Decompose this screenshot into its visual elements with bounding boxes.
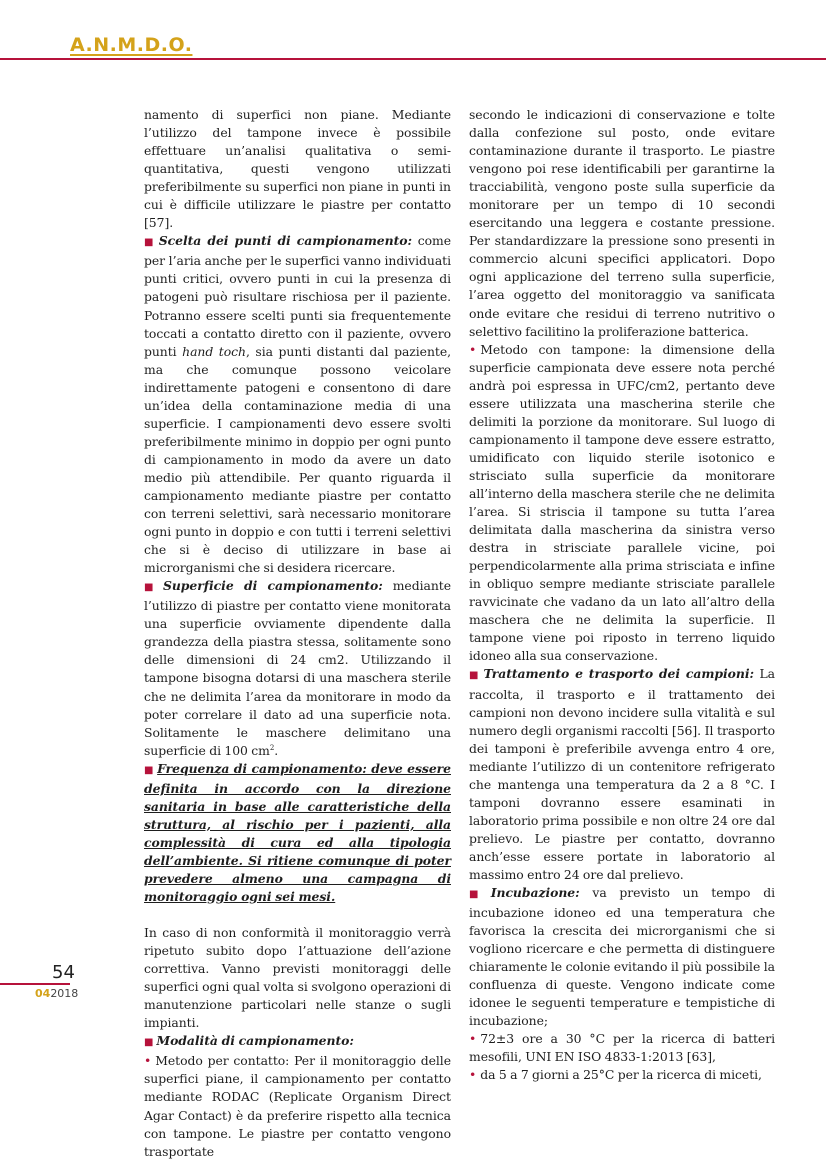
- dot-bullet-icon: •: [144, 1053, 152, 1069]
- section-sampling-surface: [144, 577, 451, 759]
- bullet-item: [144, 1052, 451, 1160]
- square-bullet-icon: ■: [469, 670, 481, 682]
- square-bullet-icon: ■: [469, 889, 488, 901]
- journal-logo: A.N.M.D.O.: [70, 34, 193, 56]
- section-sampling-modes: [144, 1032, 451, 1052]
- square-bullet-icon: ■: [144, 237, 156, 249]
- section-title: Scelta dei punti di campionamento:: [158, 233, 413, 249]
- section-text: La raccolta, il trasporto e il trattamento dei campioni non devono incidere sulla vitalità e sul numero degli organismi raccolti [56]. Il trasporto dei tamponi è preferibile avvenga entro 4 ore, mediante l’utilizzo di un contenitore refrigerato che mantenga una temperatura da 2 a 8 °C. I tamponi dovranno essere esaminati in laboratorio prima possibile e non oltre 24 ore dal prelievo. Le piastre per contatto, dovranno anch’esse essere portate in laboratorio al massimo entro 24 ore dal prelievo.: [469, 666, 775, 882]
- section-title: Incubazione:: [490, 885, 580, 901]
- bullet-text: Metodo con tampone: la dimensione della superficie campionata deve essere nota perché andrà poi espressa in UFC/cm2, pertanto deve essere utilizzata una mascherina sterile che delimiti la porzione da monitorare. Sul luogo di campionamento il tampone deve essere estratto, umidificato con liquido sterile isotonico e strisciato sulla superficie da monitorare all’interno della maschera sterile che ne delimita l’area. Si striscia il tampone su tutta l’area delimitata dalla mascherina da sinistra verso destra in strisciate parallele vicine, poi perpendicolarmente alla prima strisciata e infine in obliquo sempre mediante strisciate parallele ravvicinate che vadano da un lato all’altro della maschera che ne delimita la superficie. Il tampone viene poi riposto in terreno liquido idoneo alla sua conservazione.: [469, 341, 775, 664]
- section-sample-handling: [469, 665, 775, 884]
- issue-year: 2018: [50, 987, 79, 1000]
- square-bullet-icon: ■: [144, 1037, 154, 1049]
- left-column: [144, 106, 451, 1161]
- section-sampling-frequency: [144, 760, 451, 906]
- section-text: va previsto un tempo di incubazione idoneo ed una temperatura che favorisca la crescita dei microrganismi che si vogliono ricercare e che permetta di distinguere chiaramente le colonie evitando il più possibile la confluenza di queste. Vengono indicate come idonee le seguenti temperature e tempistiche di incubazione;: [469, 885, 775, 1029]
- footer-rule: [0, 983, 70, 985]
- paragraph: secondo le indicazioni di conservazione e tolte dalla confezione sul posto, onde evitare contaminazione durante il trasporto. Le piastre vengono poi rese identificabili per garantirne la tracciabilità, vengono poste sulla superficie da monitorare per un tempo di 10 secondi esercitando una leggera e costante pressione. Per standardizzare la pressione sono presenti in commercio alcuni specifici applicatori. Dopo ogni applicazione del terreno sulla superficie, l’area oggetto del monitoraggio va sanificata onde evitare che residui di terreno nutritivo o selettivo facilitino la proliferazione batterica.: [469, 107, 775, 339]
- dot-bullet-icon: •: [469, 341, 477, 357]
- section-incubation: [469, 884, 775, 1030]
- dot-bullet-icon: •: [469, 1031, 477, 1047]
- square-bullet-icon: ■: [144, 582, 160, 594]
- bullet-item: [469, 1030, 775, 1066]
- issue-number: 04: [35, 987, 51, 1000]
- italic-term: hand toch: [182, 343, 246, 359]
- section-title: Superficie di campionamento:: [162, 578, 383, 594]
- section-text: mediante l’utilizzo di piastre per contatto viene monitorata una superficie ovviamente dipendente dalla grandezza della piastra stessa, solitamente sono delle dimensioni di 24 cm2. Utilizzando il tampone bisogna dotarsi di una maschera sterile che ne delimita l’area da monitorare in modo da poter correlare il dato ad una superficie nota. Solitamente le maschere delimitano una superficie di 100 cm: [144, 578, 451, 758]
- header-rule: [0, 58, 826, 60]
- bullet-text: da 5 a 7 giorni a 25°C per la ricerca di miceti,: [480, 1067, 762, 1083]
- bullet-item: [469, 1066, 775, 1084]
- dot-bullet-icon: •: [469, 1067, 477, 1083]
- page-number: 54: [52, 962, 75, 983]
- spacer: [144, 906, 451, 924]
- section-title: Frequenza di campionamento: deve essere definita in accordo con la direzione sanitaria in base alle caratteristiche della struttura, al rischio per i pazienti, alla complessità di cura ed alla tipologia dell’ambiente. Si ritiene comunque di poter prevedere almeno una campagna di monitoraggio ogni sei mesi.: [144, 760, 451, 905]
- section-text: .: [274, 742, 279, 758]
- issue-label: [35, 987, 78, 1000]
- bullet-item: [469, 341, 775, 666]
- section-title: Modalità di campionamento:: [156, 1033, 354, 1049]
- section-text: , sia punti distanti dal paziente, ma che comunque possono veicolare indirettamente patogeni e consentono di dare un’idea della contaminazione media di una superficie. I campionamenti devo essere svolti preferibilmente minimo in doppio per ogni punto di campionamento in modo da avere un dato medio più attendibile. Per quanto riguarda il campionamento mediante piastre per contatto con terreni selettivi, sarà necessario monitorare ogni punto in doppio e con tutti i terreni selettivi che si è deciso di utilizzare in base ai microrganismi che si desidera ricercare.: [144, 343, 451, 576]
- paragraph: namento di superfici non piane. Mediante l’utilizzo del tampone invece è possibile effettuare un’analisi qualitativa o semi-quantitativa, questi vengono utilizzati preferibilmente su superfici non piane in punti in cui è difficile utilizzare le piastre per contatto [57].: [144, 107, 451, 231]
- bullet-text: Metodo per contatto: Per il monitoraggio delle superfici piane, il campionamento per contatto mediante RODAC (Replicate Organism Direct Agar Contact) è da preferire rispetto alla tecnica con tampone. Le piastre per contatto vengono trasportate: [144, 1053, 451, 1159]
- section-sampling-points: [144, 232, 451, 577]
- section-title: Trattamento e trasporto dei campioni:: [483, 666, 754, 682]
- section-text: come per l’aria anche per le superfici vanno individuati punti critici, ovvero punti in cui la presenza di patogeni può risultare rischiosa per il paziente. Potranno essere scelti punti sia frequentemente toccati a contatto diretto con il paziente, ovvero punti: [144, 233, 451, 359]
- bullet-text: 72±3 ore a 30 °C per la ricerca di batteri mesofili, UNI EN ISO 4833-1:2013 [63],: [469, 1031, 775, 1065]
- paragraph: In caso di non conformità il monitoraggio verrà ripetuto subito dopo l’attuazione dell’azione correttiva. Vanno previsti monitoraggi delle superfici ogni qual volta si svolgono operazioni di manutenzione particolari nelle stanze o sugli impianti.: [144, 925, 451, 1031]
- superscript: 2: [269, 743, 275, 752]
- square-bullet-icon: ■: [144, 764, 155, 776]
- right-column: [469, 106, 775, 1085]
